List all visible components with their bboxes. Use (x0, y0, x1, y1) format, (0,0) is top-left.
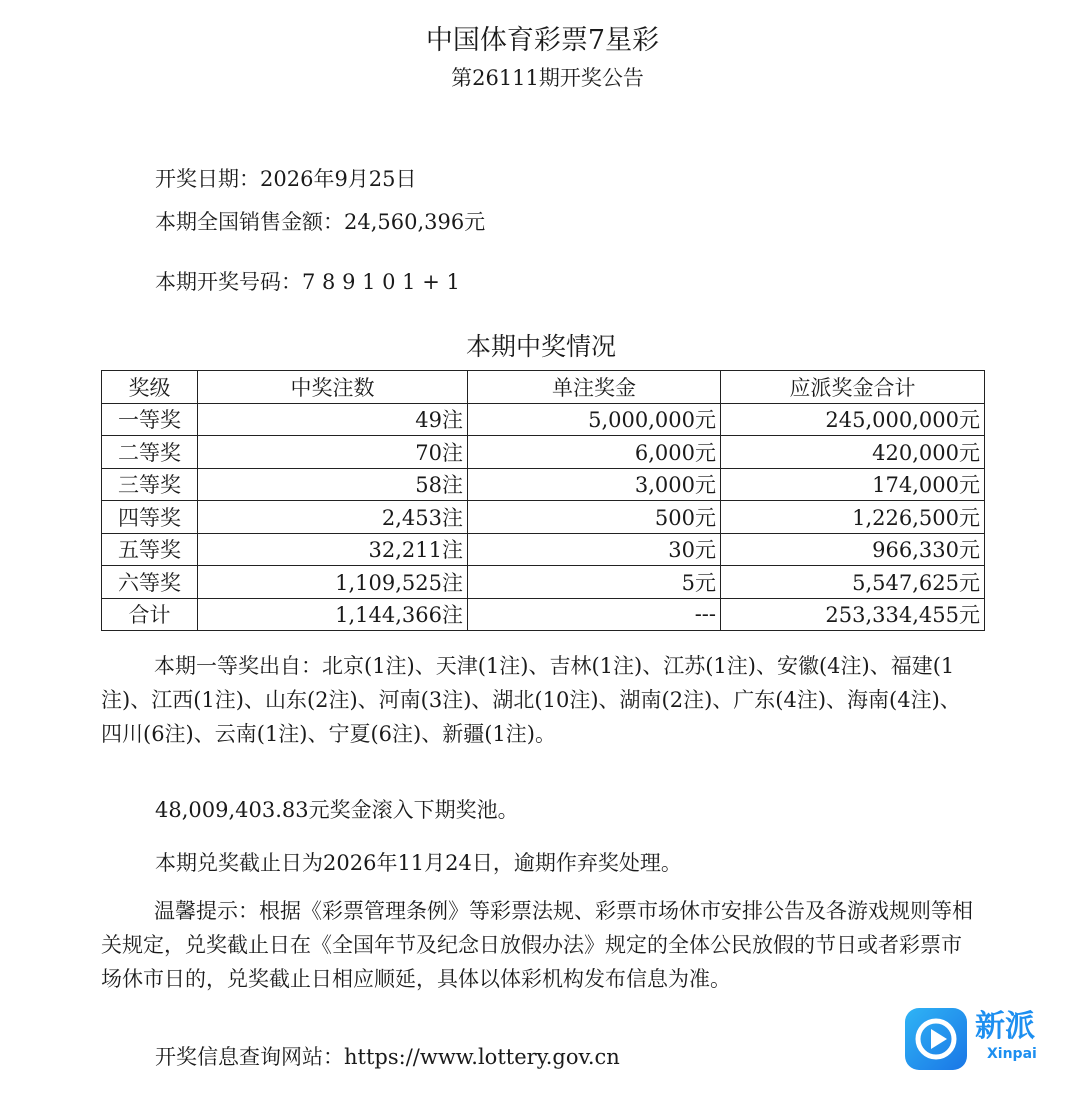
prize-table (101, 370, 985, 631)
draw-date: 开奖日期：2026年9月25日 (155, 167, 417, 191)
cell-count: 49注 (198, 403, 468, 436)
cell-level: 五等奖 (102, 533, 198, 566)
table-row (102, 403, 985, 436)
cell-level: 合计 (102, 598, 198, 631)
cell-total: 245,000,000元 (721, 403, 985, 436)
cell-count: 1,109,525注 (198, 566, 468, 599)
cell-level: 二等奖 (102, 436, 198, 469)
section-title: 本期中奖情况 (465, 332, 616, 361)
cell-prize: 500元 (468, 501, 721, 534)
website-line: 开奖信息查询网站：https://www.lottery.gov.cn (155, 1045, 620, 1069)
cell-total: 966,330元 (721, 533, 985, 566)
page-title: 中国体育彩票7星彩 (425, 25, 660, 56)
table-row (102, 533, 985, 566)
cell-count: 1,144,366注 (198, 598, 468, 631)
cell-count: 58注 (198, 468, 468, 501)
cell-level: 三等奖 (102, 468, 198, 501)
winning-numbers: 本期开奖号码：7 8 9 1 0 1 + 1 (155, 270, 460, 294)
watermark-subtext: Xinpai (987, 1046, 1037, 1062)
sales-amount: 本期全国销售金额：24,560,396元 (155, 210, 486, 234)
claim-deadline: 本期兑奖截止日为2026年11月24日，逾期作弃奖处理。 (155, 851, 682, 875)
cell-prize: 30元 (468, 533, 721, 566)
header-total: 应派奖金合计 (721, 371, 985, 404)
cell-prize: 5,000,000元 (468, 403, 721, 436)
cell-prize: 6,000元 (468, 436, 721, 469)
header-prize: 单注奖金 (468, 371, 721, 404)
header-level: 奖级 (102, 371, 198, 404)
table-row (102, 501, 985, 534)
table-row (102, 436, 985, 469)
cell-level: 一等奖 (102, 403, 198, 436)
cell-level: 六等奖 (102, 566, 198, 599)
cell-total: 420,000元 (721, 436, 985, 469)
cell-level: 四等奖 (102, 501, 198, 534)
issue-subtitle: 第26111期开奖公告 (451, 66, 644, 90)
cell-count: 32,211注 (198, 533, 468, 566)
cell-prize: 5元 (468, 566, 721, 599)
play-icon (905, 1008, 967, 1070)
cell-count: 2,453注 (198, 501, 468, 534)
table-header-row (102, 371, 985, 404)
cell-count: 70注 (198, 436, 468, 469)
watermark-text: 新派 (975, 1009, 1035, 1044)
cell-total: 1,226,500元 (721, 501, 985, 534)
cell-prize: --- (468, 598, 721, 631)
table-row (102, 468, 985, 501)
notice-text: 温馨提示：根据《彩票管理条例》等彩票法规、彩票市场休市安排公告及各游戏规则等相关规定，兑奖截止日在《全国年节及纪念日放假办法》规定的全体公民放假的节日或者彩票市场休市日的，兑奖截止日相应顺延，具体以体彩机构发布信息为准。 (101, 899, 973, 991)
table-total-row (102, 598, 985, 631)
cell-total: 253,334,455元 (721, 598, 985, 631)
pool-rollover: 48,009,403.83元奖金滚入下期奖池。 (155, 798, 519, 822)
table-row (102, 566, 985, 599)
cell-prize: 3,000元 (468, 468, 721, 501)
cell-total: 5,547,625元 (721, 566, 985, 599)
cell-total: 174,000元 (721, 468, 985, 501)
watermark-logo (905, 1008, 1045, 1070)
header-count: 中奖注数 (198, 371, 468, 404)
first-prize-origin: 本期一等奖出自：北京(1注)、天津(1注)、吉林(1注)、江苏(1注)、安徽(4注)、福建(1注)、江西(1注)、山东(2注)、河南(3注)、湖北(10注)、湖南(2注)、广东(4注)、海南(4注)、四川(6注)、云南(1注)、宁夏(6注)、新疆(1注)。 (101, 654, 961, 746)
